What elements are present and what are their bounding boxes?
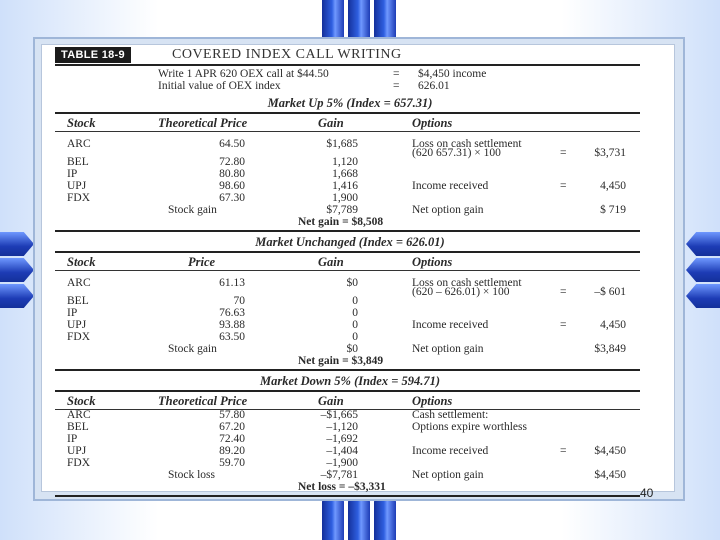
stock-cell: UPJ — [67, 180, 87, 192]
gain-cell: –1,900 — [326, 457, 358, 469]
option-cell: Net option gain — [412, 469, 484, 481]
stock-cell: BEL — [67, 156, 89, 168]
column-header: Price — [188, 255, 216, 269]
price-cell: 76.63 — [219, 307, 245, 319]
stock-cell: BEL — [67, 421, 89, 433]
stock-cell: IP — [67, 433, 78, 445]
price-cell: 89.20 — [219, 445, 245, 457]
price-cell: 72.80 — [219, 156, 245, 168]
equals-cell: = — [560, 180, 567, 192]
intro-label: Initial value of OEX index — [158, 80, 281, 92]
price-cell: 59.70 — [219, 457, 245, 469]
column-header: Gain — [318, 394, 344, 408]
title-rule — [55, 64, 640, 66]
gain-cell: –1,120 — [326, 421, 358, 433]
equals-cell: = — [560, 319, 567, 331]
option-cell: Income received — [412, 445, 489, 457]
gain-cell: 0 — [352, 307, 358, 319]
amount-cell: 4,450 — [600, 180, 626, 192]
table-rule — [55, 390, 640, 392]
net-result: Net loss = –$3,331 — [298, 481, 386, 493]
gain-cell: 1,668 — [332, 168, 358, 180]
gain-cell: –1,404 — [326, 445, 358, 457]
price-cell: 61.13 — [219, 277, 245, 289]
top-bar-decoration — [374, 0, 396, 42]
stock-cell: FDX — [67, 192, 91, 204]
amount-cell: –$ 601 — [594, 286, 626, 298]
gain-cell: 1,416 — [332, 180, 358, 192]
gain-cell: –$7,781 — [320, 469, 358, 481]
gain-cell: 0 — [352, 295, 358, 307]
stock-cell: IP — [67, 168, 78, 180]
net-result: Net gain = $8,508 — [298, 216, 384, 228]
option-cell: Loss on cash settlement — [412, 277, 522, 289]
equals-cell: = — [560, 286, 567, 298]
column-header: Stock — [67, 394, 96, 408]
option-cell: Net option gain — [412, 204, 484, 216]
section-heading: Market Unchanged (Index = 626.01) — [255, 235, 445, 249]
gain-cell: 0 — [352, 319, 358, 331]
stock-total-label: Stock gain — [168, 204, 217, 216]
column-header: Options — [412, 394, 453, 408]
table-rule — [55, 251, 640, 253]
right-arrow-decoration — [686, 284, 720, 308]
stock-cell: IP — [67, 307, 78, 319]
gain-cell: 1,120 — [332, 156, 358, 168]
table-title: COVERED INDEX CALL WRITING — [172, 47, 402, 62]
gain-cell: –$1,665 — [320, 409, 358, 421]
equals-cell: = — [560, 445, 567, 457]
option-cell: Income received — [412, 319, 489, 331]
stock-cell: FDX — [67, 457, 91, 469]
column-header: Options — [412, 255, 453, 269]
table-rule — [55, 112, 640, 114]
bottom-bar-decoration — [348, 498, 370, 540]
table-tag: TABLE 18-9 — [55, 47, 131, 63]
section-heading: Market Up 5% (Index = 657.31) — [267, 96, 433, 110]
price-cell: 93.88 — [219, 319, 245, 331]
stock-cell: UPJ — [67, 445, 87, 457]
stock-cell: ARC — [67, 138, 91, 150]
amount-cell: $ 719 — [600, 204, 626, 216]
equals-cell: = — [560, 147, 567, 159]
bottom-bar-decoration — [322, 498, 344, 540]
stock-cell: BEL — [67, 295, 89, 307]
stock-cell: ARC — [67, 409, 91, 421]
price-cell: 64.50 — [219, 138, 245, 150]
table-rule — [55, 495, 640, 497]
price-cell: 80.80 — [219, 168, 245, 180]
amount-cell: $4,450 — [594, 469, 626, 481]
option-cell: Net option gain — [412, 343, 484, 355]
price-cell: 57.80 — [219, 409, 245, 421]
amount-cell: $3,731 — [594, 147, 626, 159]
bottom-bar-decoration — [374, 498, 396, 540]
option-cell: Income received — [412, 180, 489, 192]
amount-cell: 4,450 — [600, 319, 626, 331]
price-cell: 98.60 — [219, 180, 245, 192]
stock-cell: FDX — [67, 331, 91, 343]
table-rule — [55, 131, 640, 132]
price-cell: 72.40 — [219, 433, 245, 445]
column-header: Theoretical Price — [158, 394, 248, 408]
gain-cell: $1,685 — [326, 138, 358, 150]
intro-value: 626.01 — [418, 80, 450, 92]
price-cell: 67.30 — [219, 192, 245, 204]
gain-cell: $0 — [346, 343, 358, 355]
table-rule — [55, 270, 640, 271]
column-header: Options — [412, 116, 453, 130]
gain-cell: $7,789 — [326, 204, 358, 216]
gain-cell: 0 — [352, 331, 358, 343]
stock-cell: ARC — [67, 277, 91, 289]
amount-cell: $4,450 — [594, 445, 626, 457]
option-cell: (620 657.31) × 100 — [412, 147, 501, 159]
left-arrow-decoration — [0, 258, 34, 282]
column-header: Stock — [67, 116, 96, 130]
intro-label: Write 1 APR 620 OEX call at $44.50 — [158, 68, 329, 80]
option-cell: Options expire worthless — [412, 421, 527, 433]
option-cell: (620 – 626.01) × 100 — [412, 286, 510, 298]
left-arrow-decoration — [0, 284, 34, 308]
amount-cell: $3,849 — [594, 343, 626, 355]
stock-total-label: Stock loss — [168, 469, 215, 481]
price-cell: 70 — [233, 295, 245, 307]
column-header: Theoretical Price — [158, 116, 248, 130]
intro-op: = — [393, 68, 400, 80]
page-number: 40 — [640, 486, 654, 500]
stock-total-label: Stock gain — [168, 343, 217, 355]
column-header: Gain — [318, 255, 344, 269]
gain-cell: 1,900 — [332, 192, 358, 204]
section-heading: Market Down 5% (Index = 594.71) — [259, 374, 441, 388]
gain-cell: $0 — [346, 277, 358, 289]
right-arrow-decoration — [686, 258, 720, 282]
price-cell: 67.20 — [219, 421, 245, 433]
table-rule — [55, 369, 640, 371]
option-cell: Loss on cash settlement — [412, 138, 522, 150]
column-header: Gain — [318, 116, 344, 130]
gain-cell: –1,692 — [326, 433, 358, 445]
column-header: Stock — [67, 255, 96, 269]
top-bar-decoration — [322, 0, 344, 42]
top-bar-decoration — [348, 0, 370, 42]
option-cell: Cash settlement: — [412, 409, 489, 421]
stock-cell: UPJ — [67, 319, 87, 331]
table-rule — [55, 230, 640, 232]
price-cell: 63.50 — [219, 331, 245, 343]
intro-op: = — [393, 80, 400, 92]
intro-value: $4,450 income — [418, 68, 487, 80]
net-result: Net gain = $3,849 — [298, 355, 384, 367]
